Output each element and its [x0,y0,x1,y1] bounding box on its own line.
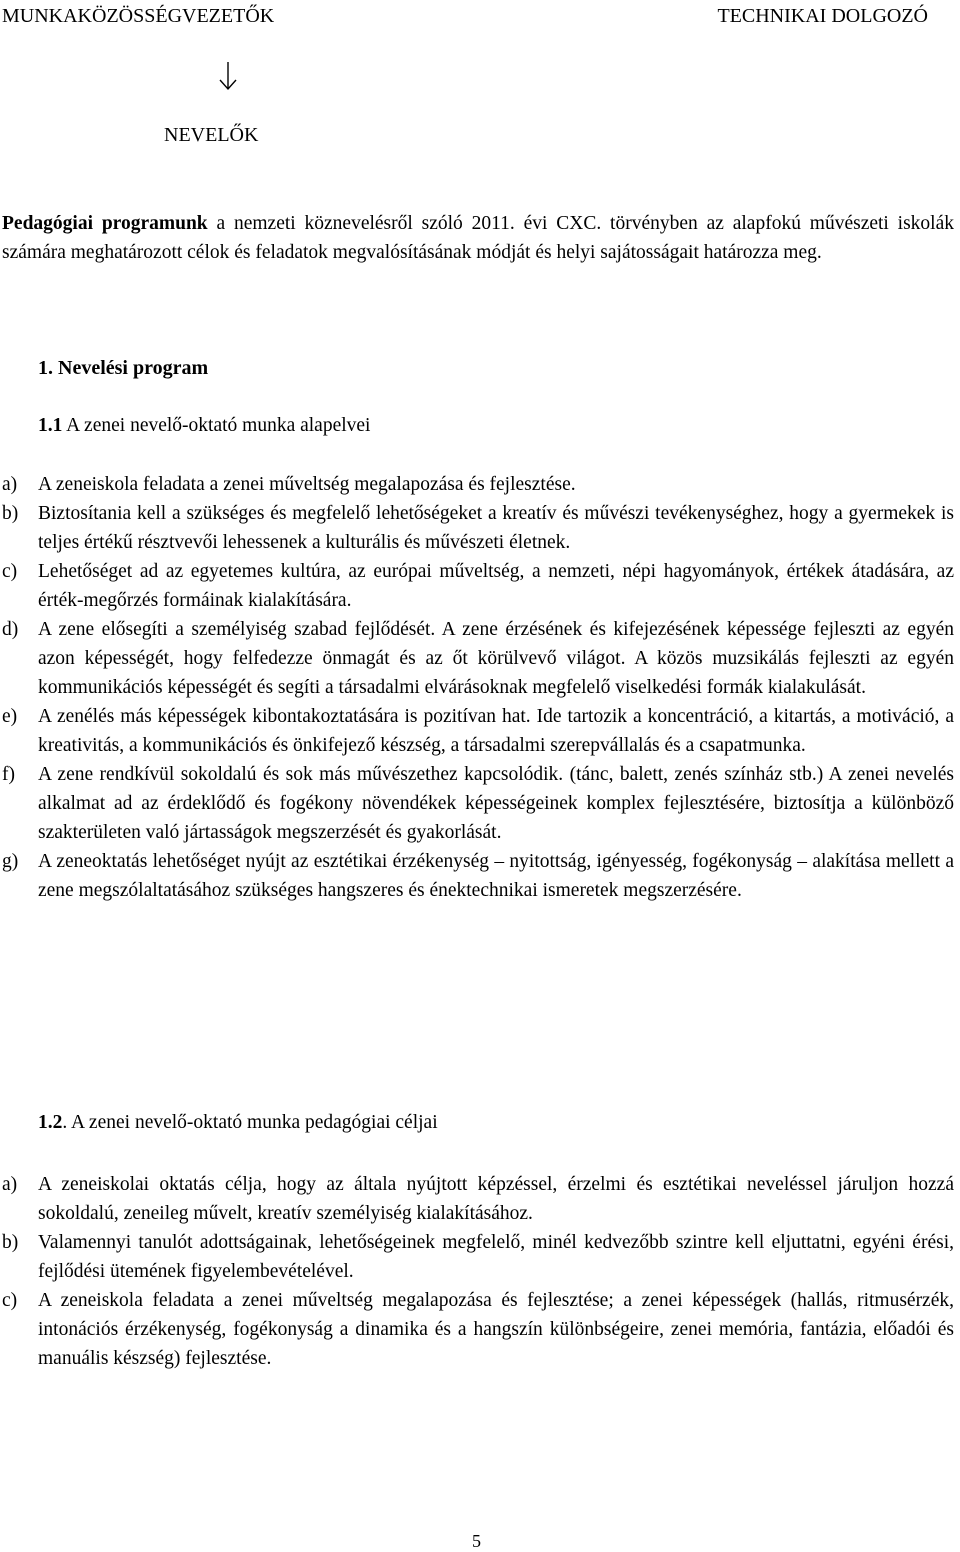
list-item-text: A zeneiskola feladata a zenei műveltség megalapozása és fejlesztése. [38,474,576,495]
list-item [2,760,954,847]
section-heading: 1. Nevelési program [38,357,209,379]
list-item [2,470,954,499]
list-item [2,1170,954,1228]
list-item-text: Biztosítania kell a szükséges és megfelelő lehetőségeket a kreatív és művészi tevékenységhez, hogy a gyermekek is teljes értékű résztvevői lehessenek a kulturális és művészeti életnek. [38,503,954,553]
list-item-text: A zene rendkívül sokoldalú és sok más művészethez kapcsolódik. (tánc, balett, zenés színház stb.) A zenei nevelés alkalmat ad az érdeklődő és fogékony növendékek képességeinek komplex fejlesztésére, biztosítja a különböző szakterületen való jártasságok megszerzését és gyakorlását. [38,764,954,843]
goals-list [2,1170,954,1373]
list-item-text: A zene elősegíti a személyiség szabad fejlődését. A zene érzésének és kifejezésének képessége fejleszti az egyén azon képességét, hogy felfedezze önmagát és az őt körülvevő világot. A közös muzsikálás fejleszti az egyén kommunikációs képességét és segíti a társadalmi elvárásoknak megfelelő viselkedési formák kialakulását. [38,619,954,698]
list-item [2,702,954,760]
list-item-text: A zeneoktatás lehetőséget nyújt az esztétikai érzékenység – nyitottság, igényesség, fogékonyság – alakítása mellett a zene megszólaltatásához szükséges hangszeres és énektechnikai ismeretek megszerzésére. [38,851,954,901]
header-right-role: TECHNIKAI DOLGOZÓ [717,5,928,27]
intro-bold: Pedagógiai programunk [2,213,208,234]
list-item [2,1286,954,1373]
principles-list [2,470,954,905]
intro-text: a nemzeti köznevelésről szóló 2011. évi CXC. törvényben az alapfokú művészeti iskolák számára meghatározott célok és feladatok megvalósításának módját és helyi sajátosságait határozza meg. [2,213,954,263]
list-item-label: f) [2,764,15,785]
list-item-label: c) [2,561,18,582]
header-left-role: MUNKAKÖZÖSSÉGVEZETŐK [2,5,275,27]
list-item-text: A zenélés más képességek kibontakoztatására is pozitívan hat. Ide tartozik a koncentráció, a kitartás, a motiváció, a kreativitás, a kommunikációs és önkifejező készség, a társadalmi szerepvállalás és a csapatmunka. [38,706,954,756]
subsection-heading [38,415,370,437]
list-item-text: Valamennyi tanulót adottságainak, lehetőségeinek megfelelő, minél kedvezőbb szintre kell eljuttatni, egyéni érési, fejlődési ütemének figyelembevételével. [38,1232,954,1282]
list-item-text: A zeneiskola feladata a zenei műveltség megalapozása és fejlesztése; a zenei képességek (hallás, ritmusérzék, intonációs érzékenység, fogékonyság a dinamika és a hangszín különbségeire, zenei memória, fantázia, előadói és manuális készség) fejlesztése. [38,1290,954,1369]
subsection-2-title: . A zenei nevelő-oktató munka pedagógiai céljai [62,1112,438,1133]
subsection-title: A zenei nevelő-oktató munka alapelvei [62,415,371,436]
page-number: 5 [472,1531,481,1551]
list-item-label: b) [2,503,19,524]
list-item [2,615,954,702]
list-item-label: g) [2,851,19,872]
list-item-text: A zeneiskolai oktatás célja, hogy az általa nyújtott képzéssel, érzelmi és esztétikai neveléssel járuljon hozzá sokoldalú, zeneileg művelt, kreatív személyiség kialakításához. [38,1174,954,1224]
subsection-heading-2 [38,1112,438,1134]
list-item [2,499,954,557]
list-item [2,1228,954,1286]
list-item [2,557,954,615]
list-item-label: c) [2,1290,18,1311]
subsection-number: 1.1 [38,415,63,436]
down-arrow-icon [218,60,238,92]
list-item-label: e) [2,706,18,727]
list-item-label: b) [2,1232,19,1253]
list-item-text: Lehetőséget ad az egyetemes kultúra, az európai műveltség, a nemzeti, népi hagyományok, értékek átadására, az érték-megőrzés formáinak kialakítására. [38,561,954,611]
list-item-label: a) [2,1174,18,1195]
header-below-role: NEVELŐK [164,124,259,146]
list-item-label: a) [2,474,18,495]
list-item [2,847,954,905]
list-item-label: d) [2,619,19,640]
subsection-2-number: 1.2 [38,1112,63,1133]
intro-paragraph [2,209,954,267]
